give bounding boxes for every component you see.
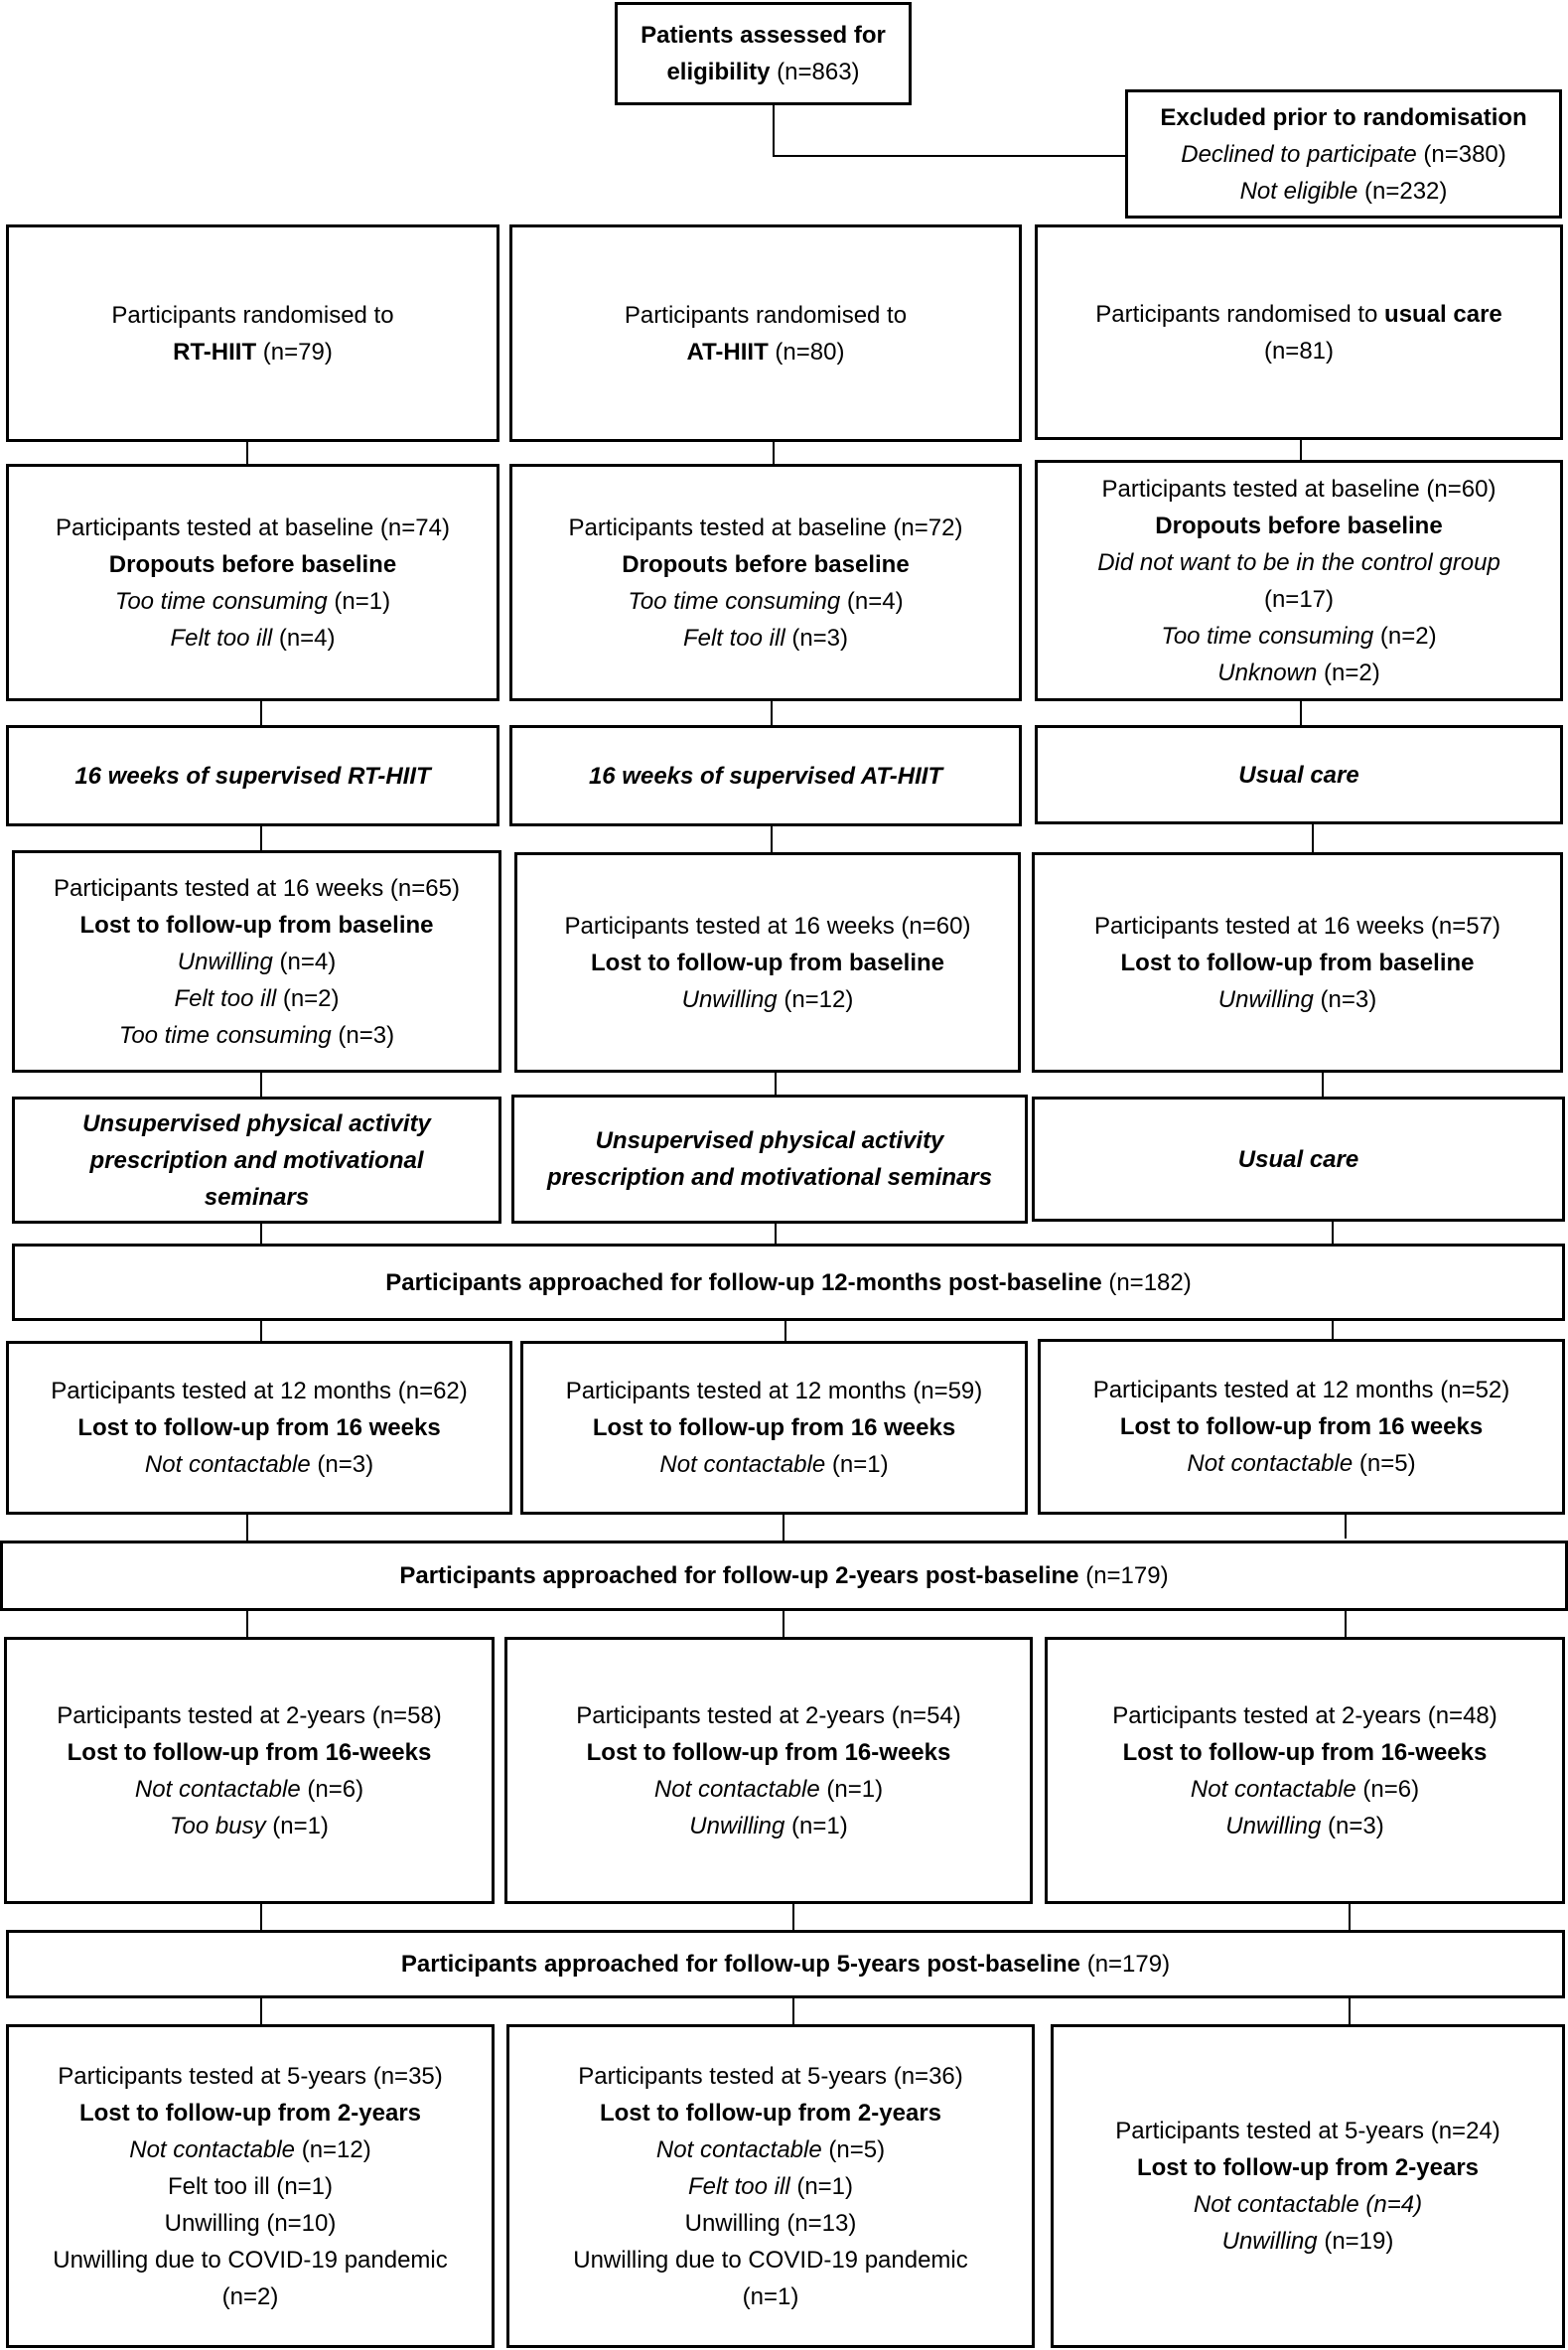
lost-heading: Lost to follow-up from 16 weeks bbox=[77, 1414, 441, 1441]
week16-rt-hiit-box bbox=[12, 850, 501, 1073]
lost-reason: Not contactable (n=1) bbox=[653, 1775, 884, 1803]
lost-reason: Unwilling (n=4) bbox=[177, 948, 337, 975]
lost-reason: Unwilling (n=12) bbox=[681, 985, 854, 1013]
phase-line: Unsupervised physical activity bbox=[595, 1127, 944, 1154]
approach-label: Participants approached for follow-up 2-years post-baseline (n=179) bbox=[399, 1562, 1169, 1589]
assessed-count: eligibility (n=863) bbox=[666, 59, 860, 85]
connector bbox=[1312, 824, 1314, 852]
connector bbox=[1322, 1073, 1324, 1097]
tested-count: Participants tested at 12 months (n=52) bbox=[1092, 1377, 1510, 1403]
tested-count: Participants tested at 2-years (n=54) bbox=[576, 1701, 961, 1729]
lost-heading: Lost to follow-up from 16 weeks bbox=[1119, 1413, 1484, 1440]
lost-reason: Not contactable (n=3) bbox=[144, 1451, 374, 1478]
tested-count: Participants tested at 5-years (n=24) bbox=[1115, 2118, 1500, 2144]
dropout-heading: Dropouts before baseline bbox=[1155, 512, 1443, 539]
dropout-reason: Felt too ill (n=3) bbox=[682, 624, 849, 652]
randomised-at-hiit-box bbox=[509, 224, 1022, 442]
dropout-heading: Dropouts before baseline bbox=[108, 550, 397, 578]
lost-reason: Unwilling due to COVID-19 pandemic bbox=[53, 2246, 448, 2274]
phase-line: seminars bbox=[204, 1183, 310, 1211]
lost-heading: Lost to follow-up from 2-years bbox=[1136, 2154, 1479, 2181]
lost-heading: Lost to follow-up from 16-weeks bbox=[1122, 1738, 1488, 1766]
assessed-eligibility-box bbox=[615, 2, 912, 105]
randomised-arm: AT-HIIT (n=80) bbox=[686, 338, 845, 366]
year5-rt-hiit-box bbox=[6, 2024, 495, 2348]
excluded-not-eligible: Not eligible (n=232) bbox=[1239, 177, 1448, 205]
randomised-arm: RT-HIIT (n=79) bbox=[173, 338, 333, 366]
year2-at-hiit-box bbox=[504, 1637, 1033, 1904]
connector bbox=[260, 1904, 262, 1930]
lost-heading: Lost to follow-up from 2-years bbox=[78, 2099, 421, 2127]
intervention-label: 16 weeks of supervised AT-HIIT bbox=[588, 762, 943, 790]
week16-usual-care-box bbox=[1032, 852, 1563, 1073]
connector bbox=[784, 1321, 786, 1341]
approach-12-months-box bbox=[12, 1244, 1565, 1321]
connector bbox=[260, 1224, 262, 1244]
lost-reason: Not contactable (n=12) bbox=[129, 2135, 371, 2163]
connector bbox=[1349, 1904, 1351, 1930]
connector bbox=[1349, 1998, 1351, 2024]
connector bbox=[1332, 1222, 1334, 1244]
intervention-rt-hiit-box bbox=[6, 725, 499, 826]
connector bbox=[773, 103, 775, 157]
lost-reason: Unwilling (n=19) bbox=[1221, 2228, 1394, 2255]
phase-line: Usual care bbox=[1237, 1145, 1359, 1173]
tested-count: Participants tested at 2-years (n=48) bbox=[1112, 1701, 1497, 1729]
lost-heading: Lost to follow-up from baseline bbox=[1120, 949, 1475, 976]
baseline-usual-care-box bbox=[1035, 460, 1563, 701]
week16-at-hiit-box bbox=[514, 852, 1021, 1073]
lost-reason: Unwilling (n=1) bbox=[689, 1812, 848, 1839]
connector bbox=[773, 442, 775, 464]
connector bbox=[260, 1073, 262, 1097]
phase-line: Unsupervised physical activity bbox=[82, 1109, 431, 1137]
dropout-reason: Too time consuming (n=1) bbox=[114, 587, 391, 615]
intervention-label: 16 weeks of supervised RT-HIIT bbox=[74, 762, 431, 790]
excluded-title: Excluded prior to randomisation bbox=[1160, 103, 1527, 131]
tested-count: Participants tested at baseline (n=60) bbox=[1101, 475, 1497, 503]
dropout-reason: Felt too ill (n=4) bbox=[170, 624, 336, 652]
dropout-heading: Dropouts before baseline bbox=[622, 550, 910, 578]
randomised-label: Participants randomised to bbox=[111, 301, 394, 329]
connector bbox=[246, 1515, 248, 1541]
year2-rt-hiit-box bbox=[4, 1637, 495, 1904]
year5-at-hiit-box bbox=[506, 2024, 1035, 2348]
connector bbox=[773, 155, 1126, 157]
randomised-usual-care-box bbox=[1035, 224, 1563, 440]
lost-reason: Not contactable (n=5) bbox=[1187, 1450, 1416, 1477]
tested-count: Participants tested at 2-years (n=58) bbox=[57, 1701, 442, 1729]
month12-usual-care-box bbox=[1038, 1339, 1565, 1515]
assessed-title: Patients assessed for bbox=[641, 22, 886, 49]
excluded-box bbox=[1125, 89, 1562, 219]
lost-reason: Unwilling due to COVID-19 pandemic bbox=[573, 2246, 968, 2274]
connector bbox=[260, 826, 262, 850]
approach-label: Participants approached for follow-up 12-months post-baseline (n=182) bbox=[385, 1268, 1192, 1296]
lost-reason: Too time consuming (n=3) bbox=[118, 1021, 395, 1049]
lost-reason: Unwilling (n=3) bbox=[1217, 985, 1377, 1013]
connector bbox=[260, 1321, 262, 1341]
connector bbox=[260, 701, 262, 725]
connector bbox=[792, 1998, 794, 2024]
randomised-count: (n=81) bbox=[1263, 337, 1335, 365]
connector bbox=[246, 442, 248, 464]
dropout-reason: Unknown (n=2) bbox=[1217, 659, 1380, 686]
lost-reason: Not contactable (n=6) bbox=[1190, 1775, 1420, 1803]
intervention-label: Usual care bbox=[1238, 761, 1359, 789]
followup-phase-at-hiit-box bbox=[511, 1095, 1028, 1224]
tested-count: Participants tested at baseline (n=72) bbox=[568, 514, 963, 541]
approach-2-years-box bbox=[0, 1541, 1568, 1611]
lost-reason: Not contactable (n=1) bbox=[659, 1451, 889, 1478]
lost-heading: Lost to follow-up from 16 weeks bbox=[592, 1414, 956, 1441]
tested-count: Participants tested at 5-years (n=36) bbox=[578, 2062, 963, 2090]
lost-reason: Unwilling (n=10) bbox=[164, 2209, 337, 2237]
dropout-reason: Too time consuming (n=2) bbox=[1161, 622, 1437, 650]
lost-reason: Unwilling (n=13) bbox=[684, 2209, 857, 2237]
connector bbox=[775, 1224, 777, 1244]
connector bbox=[771, 701, 773, 725]
phase-line: prescription and motivational seminars bbox=[546, 1164, 993, 1191]
approach-label: Participants approached for follow-up 5-years post-baseline (n=179) bbox=[400, 1951, 1171, 1978]
followup-phase-rt-hiit-box bbox=[12, 1097, 501, 1224]
intervention-usual-care-box bbox=[1035, 725, 1563, 824]
phase-line: prescription and motivational bbox=[89, 1146, 424, 1174]
lost-reason-count: (n=1) bbox=[742, 2282, 799, 2310]
month12-at-hiit-box bbox=[520, 1341, 1028, 1515]
connector bbox=[1300, 440, 1302, 460]
randomised-label: Participants randomised to usual care bbox=[1095, 300, 1502, 328]
lost-reason: Felt too ill (n=2) bbox=[174, 984, 340, 1012]
randomised-rt-hiit-box bbox=[6, 224, 499, 442]
followup-phase-usual-care-box bbox=[1032, 1097, 1565, 1222]
tested-count: Participants tested at baseline (n=74) bbox=[56, 514, 450, 541]
lost-heading: Lost to follow-up from 2-years bbox=[599, 2099, 941, 2127]
connector bbox=[771, 826, 773, 852]
connector bbox=[246, 1611, 248, 1637]
year5-usual-care-box bbox=[1051, 2024, 1565, 2348]
lost-reason: Felt too ill (n=1) bbox=[167, 2172, 334, 2200]
tested-count: Participants tested at 16 weeks (n=65) bbox=[54, 874, 460, 902]
connector bbox=[1345, 1515, 1347, 1539]
connector bbox=[783, 1611, 784, 1637]
dropout-reason-count: (n=17) bbox=[1263, 585, 1335, 613]
connector bbox=[1332, 1321, 1334, 1339]
dropout-reason: Too time consuming (n=4) bbox=[628, 587, 904, 615]
lost-reason: Not contactable (n=5) bbox=[655, 2135, 886, 2163]
lost-heading: Lost to follow-up from 16-weeks bbox=[586, 1738, 951, 1766]
connector bbox=[783, 1515, 784, 1541]
connector bbox=[1345, 1611, 1347, 1637]
lost-reason: Unwilling (n=3) bbox=[1225, 1812, 1384, 1839]
tested-count: Participants tested at 12 months (n=59) bbox=[565, 1378, 983, 1404]
lost-reason: Not contactable (n=4) bbox=[1193, 2191, 1423, 2218]
randomised-label: Participants randomised to bbox=[624, 301, 908, 329]
baseline-rt-hiit-box bbox=[6, 464, 499, 701]
excluded-declined: Declined to participate (n=380) bbox=[1181, 140, 1506, 168]
connector bbox=[775, 1073, 777, 1095]
lost-reason: Felt too ill (n=1) bbox=[687, 2172, 854, 2200]
connector bbox=[792, 1904, 794, 1930]
approach-5-years-box bbox=[6, 1930, 1565, 1998]
lost-heading: Lost to follow-up from 16-weeks bbox=[67, 1738, 432, 1766]
lost-heading: Lost to follow-up from baseline bbox=[79, 911, 434, 939]
tested-count: Participants tested at 16 weeks (n=57) bbox=[1094, 912, 1500, 940]
connector bbox=[260, 1998, 262, 2024]
lost-reason: Too busy (n=1) bbox=[170, 1812, 329, 1839]
month12-rt-hiit-box bbox=[6, 1341, 512, 1515]
connector bbox=[1300, 701, 1302, 725]
year2-usual-care-box bbox=[1045, 1637, 1565, 1904]
tested-count: Participants tested at 12 months (n=62) bbox=[51, 1378, 468, 1404]
dropout-reason: Did not want to be in the control group bbox=[1097, 548, 1500, 576]
lost-heading: Lost to follow-up from baseline bbox=[591, 949, 944, 976]
tested-count: Participants tested at 5-years (n=35) bbox=[58, 2062, 443, 2090]
tested-count: Participants tested at 16 weeks (n=60) bbox=[564, 912, 971, 940]
intervention-at-hiit-box bbox=[509, 725, 1022, 826]
lost-reason: Not contactable (n=6) bbox=[134, 1775, 364, 1803]
lost-reason-count: (n=2) bbox=[221, 2282, 279, 2310]
baseline-at-hiit-box bbox=[509, 464, 1022, 701]
